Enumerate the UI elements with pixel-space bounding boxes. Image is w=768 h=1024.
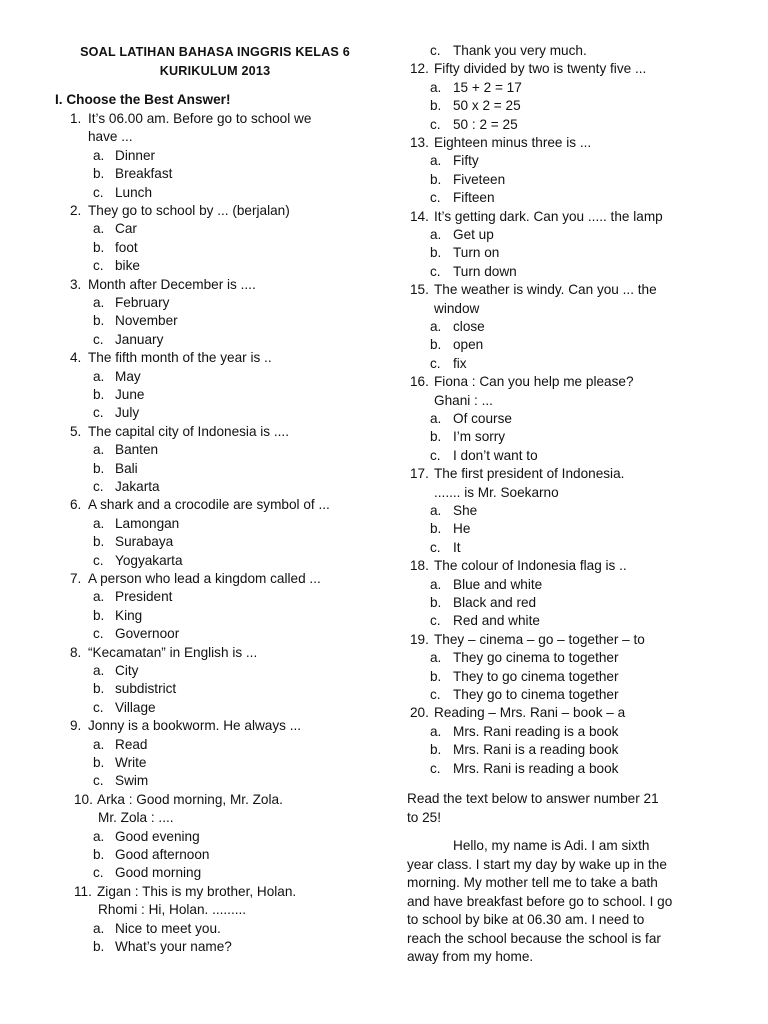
question-text: window: [434, 300, 480, 316]
question-text: The capital city of Indonesia is ....: [88, 423, 289, 439]
answer-option-text: Mrs. Rani reading is a book: [453, 723, 619, 739]
answer-option-letter: a.: [430, 227, 442, 242]
question-text: Fiona : Can you help me please?: [434, 374, 634, 390]
question-number: 8.: [70, 644, 82, 660]
answer-option-letter: c.: [430, 263, 441, 279]
answer-option-letter: c.: [430, 687, 441, 702]
answer-option-letter: c.: [430, 613, 441, 629]
answer-option-letter: b.: [93, 239, 105, 255]
answer-option-letter: c.: [93, 773, 104, 789]
worksheet-title: SOAL LATIHAN BAHASA INGGRIS KELAS 6: [80, 45, 350, 59]
answer-option-text: Thank you very much.: [453, 43, 587, 58]
question-text: The fifth month of the year is ..: [88, 350, 272, 366]
question-number: 3.: [70, 276, 82, 292]
answer-option-letter: c.: [430, 447, 441, 463]
answer-option-letter: c.: [430, 355, 441, 371]
answer-option-text: King: [115, 607, 143, 623]
answer-option-letter: a.: [93, 828, 105, 844]
question-text: It’s getting dark. Can you ..... the lamp: [434, 208, 663, 224]
question-number: 16.: [410, 374, 429, 390]
question-number: 11.: [74, 883, 92, 899]
question-number: 9.: [70, 718, 82, 734]
question-text: Fifty divided by two is twenty five ...: [434, 61, 647, 77]
answer-option-letter: b.: [430, 337, 442, 353]
answer-option-letter: a.: [430, 411, 442, 426]
answer-option-letter: a.: [93, 736, 105, 752]
answer-option-letter: c.: [430, 43, 441, 58]
answer-option-text: open: [453, 337, 484, 353]
question-text: They go to school by ... (berjalan): [88, 203, 290, 218]
answer-option-letter: b.: [430, 742, 442, 758]
passage-line: Hello, my name is Adi. I am sixth: [453, 838, 650, 853]
answer-option-letter: a.: [93, 147, 105, 163]
answer-option-letter: c.: [93, 626, 104, 642]
passage-line: to school by bike at 06.30 am. I need to: [407, 912, 645, 927]
answer-option-letter: b.: [93, 534, 105, 550]
answer-option-text: foot: [115, 239, 138, 255]
question-text: have ...: [88, 129, 133, 145]
answer-option-text: Fifty: [453, 153, 479, 169]
answer-option-text: 50 : 2 = 25: [453, 116, 518, 132]
answer-option-text: Good afternoon: [115, 847, 210, 862]
answer-option-text: Blue and white: [453, 576, 543, 592]
answer-option-text: 50 x 2 = 25: [453, 98, 521, 114]
answer-option-text: Swim: [115, 773, 149, 789]
passage-line: away from my home.: [407, 949, 534, 964]
reading-passage: [407, 837, 697, 967]
question-number: 4.: [70, 350, 82, 366]
answer-option-text: Of course: [453, 411, 512, 426]
answer-option-letter: c.: [93, 865, 104, 881]
answer-option-text: Nice to meet you.: [115, 920, 221, 936]
answer-option-letter: b.: [430, 668, 442, 684]
answer-option-text: Governoor: [115, 626, 180, 642]
answer-option-letter: b.: [93, 313, 105, 329]
answer-option-letter: b.: [93, 939, 105, 954]
answer-option-text: City: [115, 663, 139, 678]
question-number: 17.: [410, 466, 429, 482]
question-number: 5.: [70, 423, 82, 439]
passage-line: year class. I start my day by wake up in the: [407, 856, 667, 872]
answer-option-letter: b.: [93, 387, 105, 402]
answer-option-text: Turn on: [453, 245, 500, 261]
answer-option-letter: c.: [93, 405, 104, 421]
answer-option-letter: c.: [93, 258, 104, 274]
answer-option-letter: a.: [430, 319, 442, 334]
answer-option-text: subdistrict: [115, 681, 177, 697]
answer-option-text: She: [453, 503, 478, 518]
answer-option-text: Jakarta: [115, 479, 160, 494]
passage-line: and have breakfast before go to school. I go: [407, 893, 673, 909]
answer-option-text: Good morning: [115, 865, 202, 881]
instruction-line: Read the text below to answer number 21: [407, 791, 659, 806]
answer-option-letter: c.: [93, 699, 104, 715]
answer-option-text: 15 + 2 = 17: [453, 79, 522, 95]
passage-line: reach the school because the school is far: [407, 930, 661, 946]
question-text: Arka : Good morning, Mr. Zola.: [97, 791, 283, 807]
answer-option-text: Black and red: [453, 595, 537, 610]
question-text: Rhomi : Hi, Holan. .........: [98, 902, 247, 918]
question-text: It’s 06.00 am. Before go to school we: [88, 111, 312, 126]
answer-option-text: They to go cinema together: [453, 668, 619, 684]
answer-option-letter: a.: [93, 920, 105, 936]
question-text: Month after December is ....: [88, 276, 256, 292]
question-text: A person who lead a kingdom called ...: [88, 571, 321, 586]
answer-option-text: Turn down: [453, 263, 517, 279]
question-number: 12.: [410, 61, 429, 77]
question-number: 15.: [410, 282, 429, 298]
answer-option-text: What’s your name?: [115, 939, 232, 954]
question-number: 18.: [410, 558, 429, 574]
question-text: Reading – Mrs. Rani – book – a: [434, 705, 626, 721]
answer-option-text: I don’t want to: [453, 447, 538, 463]
question-text: A shark and a crocodile are symbol of ...: [88, 497, 330, 513]
question-text: Zigan : This is my brother, Holan.: [97, 883, 297, 899]
answer-option-letter: a.: [93, 663, 105, 678]
question-text: Eighteen minus three is ...: [434, 135, 592, 150]
answer-option-text: January: [115, 331, 164, 347]
answer-option-text: Breakfast: [115, 166, 173, 182]
question-text: The first president of Indonesia.: [434, 466, 625, 482]
question-number: 1.: [70, 111, 82, 126]
answer-option-letter: a.: [93, 221, 105, 237]
answer-option-text: bike: [115, 258, 140, 274]
answer-option-letter: a.: [430, 79, 442, 95]
answer-option-letter: b.: [430, 245, 442, 261]
question-text: The colour of Indonesia flag is ..: [434, 558, 627, 574]
answer-option-text: Good evening: [115, 828, 200, 844]
question-number: 20.: [410, 705, 429, 721]
question-number: 6.: [70, 497, 82, 513]
answer-option-text: fix: [453, 355, 467, 371]
answer-option-letter: a.: [93, 295, 105, 310]
answer-option-text: Fiveteen: [453, 171, 506, 187]
answer-option-letter: c.: [430, 116, 441, 132]
worksheet-subtitle: KURIKULUM 2013: [159, 64, 271, 78]
answer-option-letter: c.: [430, 190, 441, 206]
answer-option-text: Mrs. Rani is reading a book: [453, 760, 619, 776]
answer-option-letter: b.: [430, 429, 442, 445]
answer-option-text: They go to cinema together: [453, 687, 619, 702]
question-number: 2.: [70, 203, 82, 218]
answer-option-letter: a.: [93, 368, 105, 384]
answer-option-letter: b.: [93, 847, 105, 862]
question-number: 7.: [70, 571, 82, 586]
answer-option-text: He: [453, 521, 471, 537]
answer-option-letter: c.: [93, 331, 104, 347]
answer-option-letter: a.: [430, 503, 442, 518]
answer-option-letter: b.: [430, 98, 442, 114]
passage-line: morning. My mother tell me to take a bath: [407, 875, 658, 890]
answer-option-letter: b.: [430, 521, 442, 537]
answer-option-letter: b.: [93, 460, 105, 476]
answer-option-letter: c.: [430, 539, 441, 555]
answer-option-letter: b.: [93, 607, 105, 623]
answer-option-text: Banten: [115, 442, 159, 458]
answer-option-letter: b.: [93, 166, 105, 182]
answer-option-letter: a.: [93, 442, 105, 458]
answer-option-letter: b.: [93, 755, 105, 770]
answer-option-letter: a.: [430, 723, 442, 739]
answer-option-text: July: [115, 405, 140, 421]
answer-option-text: Red and white: [453, 613, 540, 629]
answer-option-text: Surabaya: [115, 534, 174, 550]
answer-option-letter: a.: [430, 650, 442, 666]
question-text: They – cinema – go – together – to: [434, 631, 645, 647]
answer-option-letter: a.: [430, 153, 442, 169]
question-number: 19.: [410, 631, 429, 647]
answer-option-text: Village: [115, 699, 156, 715]
answer-option-text: Read: [115, 736, 148, 752]
answer-option-text: It: [453, 539, 461, 555]
answer-option-letter: a.: [430, 576, 442, 592]
question-number: 10.: [74, 791, 93, 807]
answer-option-text: Lunch: [115, 184, 153, 200]
answer-option-text: Yogyakarta: [115, 552, 183, 568]
answer-option-letter: c.: [93, 479, 104, 494]
answer-option-text: Car: [115, 221, 137, 237]
reading-instruction: [407, 790, 697, 827]
answer-option-letter: a.: [93, 515, 105, 531]
answer-option-letter: a.: [93, 589, 105, 605]
question-text: Ghani : ...: [434, 392, 493, 408]
answer-option-text: Mrs. Rani is a reading book: [453, 742, 619, 758]
question-text: “Kecamatan” in English is ...: [88, 644, 258, 660]
question-text: Jonny is a bookworm. He always ...: [88, 718, 302, 734]
section-heading: I. Choose the Best Answer!: [55, 92, 231, 107]
answer-option-text: June: [115, 387, 145, 402]
answer-option-text: Lamongan: [115, 515, 180, 531]
answer-option-text: February: [115, 295, 170, 310]
question-number: 13.: [410, 135, 429, 150]
question-text: ....... is Mr. Soekarno: [434, 484, 559, 500]
answer-option-letter: c.: [430, 760, 441, 776]
answer-option-text: Fifteen: [453, 190, 495, 206]
answer-option-text: close: [453, 319, 485, 334]
answer-option-text: November: [115, 313, 178, 329]
answer-option-letter: b.: [430, 595, 442, 610]
answer-option-text: I’m sorry: [453, 429, 506, 445]
answer-option-text: They go cinema to together: [453, 650, 619, 666]
answer-option-text: President: [115, 589, 173, 605]
answer-option-text: May: [115, 368, 141, 384]
answer-option-letter: c.: [93, 552, 104, 568]
answer-option-letter: b.: [93, 681, 105, 697]
question-text: The weather is windy. Can you ... the: [434, 282, 657, 298]
answer-option-text: Dinner: [115, 147, 156, 163]
question-text: Mr. Zola : ....: [98, 810, 174, 826]
answer-option-text: Get up: [453, 227, 494, 242]
instruction-line: to 25!: [407, 809, 442, 825]
answer-option-text: Write: [115, 755, 147, 770]
answer-option-letter: b.: [430, 171, 442, 187]
question-number: 14.: [410, 208, 429, 224]
answer-option-text: Bali: [115, 460, 138, 476]
answer-option-letter: c.: [93, 184, 104, 200]
